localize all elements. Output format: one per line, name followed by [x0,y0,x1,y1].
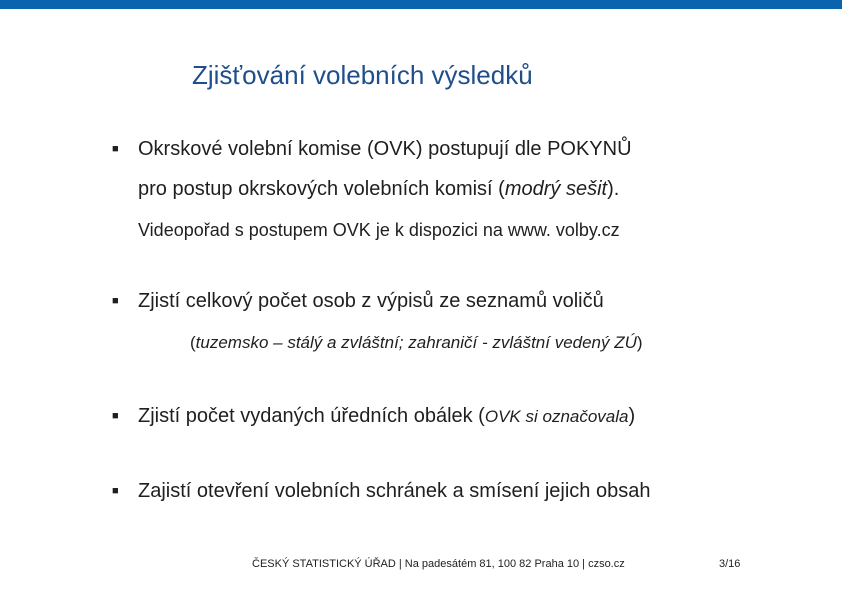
bullet-4-line: Zajistí otevření volebních schránek a smísení jejich obsah [138,480,651,502]
bullet-2-note-suffix: ) [636,333,643,352]
bullet-3-italic: OVK si označovala [484,407,629,426]
bullet-3-prefix: Zjistí počet vydaných úředních obálek ( [138,405,485,427]
bullet-2-note-italic: tuzemsko – stálý a zvláštní; zahraničí - zvláštní vedený ZÚ [195,333,637,352]
bullet-1-line-1: Okrskové volební komise (OVK) postupují dle POKYNŮ [138,138,632,160]
bullet-1-line-2 [138,178,619,201]
bullet-1-line-2-italic: modrý sešit [504,178,608,200]
bullet-1-line-3: Videopořad s postupem OVK je k dispozici na www. volby.cz [138,220,620,240]
bullet-1-line-2-suffix: ). [607,178,620,200]
square-bullet-icon: ■ [112,143,119,155]
footer-text: ČESKÝ STATISTICKÝ ÚŘAD | Na padesátém 81, 100 82 Praha 10 | czso.cz [252,558,625,570]
bullet-1-line-2-prefix: pro postup okrskových volebních komisí ( [138,178,505,200]
bullet-2-note [190,333,643,353]
bullet-2-note-prefix: ( [190,333,196,352]
bullet-3-line [138,405,635,428]
page-number: 3/16 [719,558,741,570]
square-bullet-icon: ■ [112,295,119,307]
top-accent-bar [0,0,842,9]
page-title: Zjišťování volebních výsledků [192,60,533,90]
square-bullet-icon: ■ [112,485,119,497]
bullet-3-suffix: ) [628,405,636,427]
bullet-2-line-1: Zjistí celkový počet osob z výpisů ze seznamů voličů [138,290,604,312]
square-bullet-icon: ■ [112,410,119,422]
